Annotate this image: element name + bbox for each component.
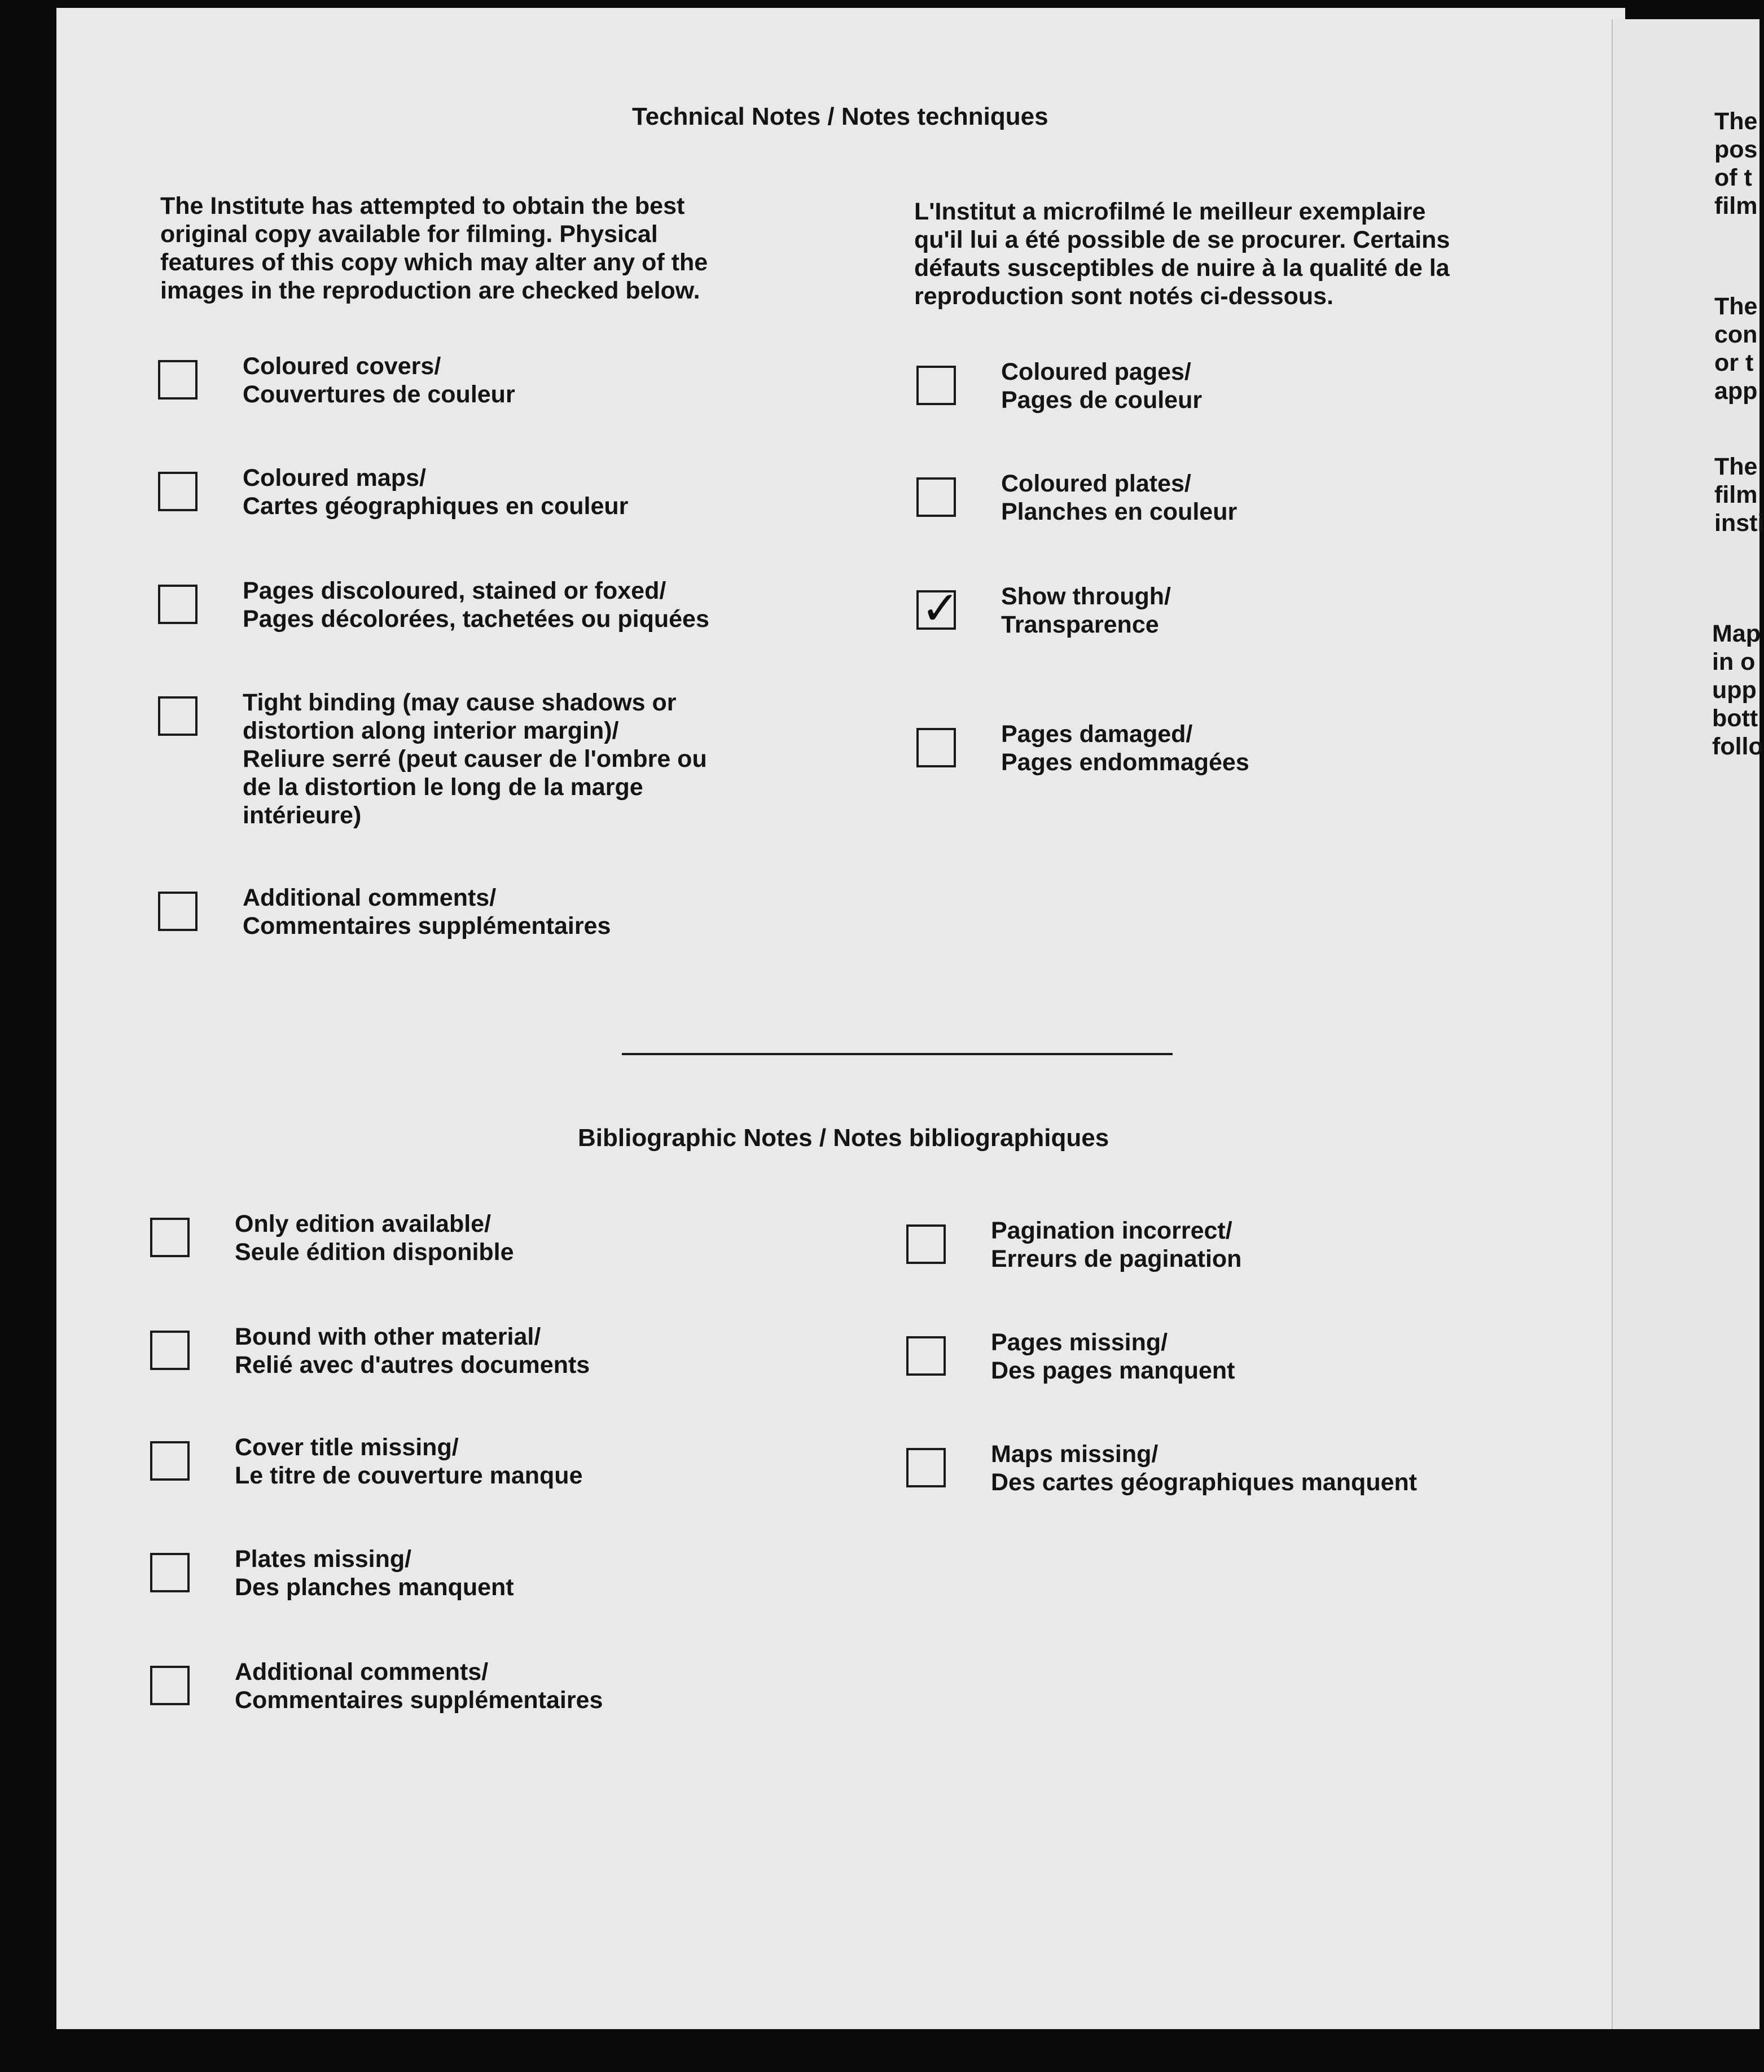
checklist-label-pages-discoloured-stained: Pages discoloured, stained or foxed/ Pages décolorées, tachetées ou piquées [243, 577, 709, 633]
technical-notes-title: Technical Notes / Notes techniques [632, 103, 1048, 130]
checklist-label-plates-missing: Plates missing/ Des planches manquent [235, 1546, 514, 1601]
checklist-label-coloured-maps: Coloured maps/ Cartes géographiques en couleur [243, 464, 629, 520]
checkbox-coloured-pages[interactable] [916, 366, 956, 405]
next-page-paragraph-4: Map in o upp bott follo [1712, 620, 1763, 760]
checkbox-additional-comments[interactable] [150, 1666, 190, 1705]
checklist-label-only-edition-available: Only edition available/ Seule édition disponible [235, 1210, 514, 1266]
checklist-label-show-through: Show through/ Transparence [1001, 583, 1171, 638]
next-page-paragraph-1: The pos of t film [1714, 108, 1758, 220]
bibliographic-notes-title: Bibliographic Notes / Notes bibliographiques [578, 1124, 1109, 1152]
technical-intro-en: The Institute has attempted to obtain the best original copy available for filming. Physical features of this copy which may alter any of the images in the reproduction are checked below. [160, 192, 708, 304]
checkbox-tight-binding-may[interactable] [158, 696, 198, 736]
technical-intro-fr: L'Institut a microfilmé le meilleur exemplaire qu'il lui a été possible de se procurer. Certains défauts susceptibles de nuire à la qualité de la reproduction sont notés ci-dessous. [914, 198, 1450, 310]
section-divider [622, 1053, 1173, 1055]
checkbox-only-edition-available[interactable] [150, 1218, 190, 1257]
checkbox-pages-damaged[interactable] [916, 728, 956, 767]
checkbox-cover-title-missing[interactable] [150, 1441, 190, 1481]
checkbox-bound-with-other[interactable] [150, 1331, 190, 1370]
checklist-label-coloured-pages: Coloured pages/ Pages de couleur [1001, 358, 1203, 414]
checklist-label-bound-with-other: Bound with other material/ Relié avec d'autres documents [235, 1323, 590, 1379]
checklist-label-coloured-covers: Coloured covers/ Couvertures de couleur [243, 353, 515, 408]
checklist-label-pagination-incorrect: Pagination incorrect/ Erreurs de pagination [991, 1217, 1242, 1272]
checkbox-coloured-plates[interactable] [916, 477, 956, 517]
checkbox-pages-discoloured-stained[interactable] [158, 585, 198, 624]
checkbox-coloured-covers[interactable] [158, 360, 198, 400]
next-page-paragraph-3: The film insti [1714, 453, 1764, 537]
checklist-label-pages-damaged: Pages damaged/ Pages endommagées [1001, 721, 1249, 776]
checkbox-pages-missing[interactable] [906, 1336, 946, 1376]
checkbox-plates-missing[interactable] [150, 1553, 190, 1592]
checkbox-show-through[interactable] [916, 582, 960, 635]
checklist-label-cover-title-missing: Cover title missing/ Le titre de couverture manque [235, 1434, 583, 1489]
next-page-paragraph-2: The con or t app [1714, 293, 1758, 405]
checkbox-additional-comments[interactable] [158, 892, 198, 931]
next-page-edge [1612, 19, 1764, 2029]
notes-page [56, 8, 1625, 2029]
checkbox-pagination-incorrect[interactable] [906, 1224, 946, 1264]
checklist-label-pages-missing: Pages missing/ Des pages manquent [991, 1329, 1235, 1384]
checklist-label-tight-binding-may: Tight binding (may cause shadows or distortion along interior margin)/ Reliure serré (peut causer de l'ombre ou de la distortion le long de la marge intérieure) [243, 689, 707, 829]
checklist-label-additional-comments: Additional comments/ Commentaires supplémentaires [243, 884, 611, 940]
checklist-label-additional-comments: Additional comments/ Commentaires supplémentaires [235, 1658, 603, 1714]
checkbox-coloured-maps[interactable] [158, 472, 198, 511]
checkbox-maps-missing[interactable] [906, 1448, 946, 1487]
checklist-label-coloured-plates: Coloured plates/ Planches en couleur [1001, 470, 1238, 525]
checkmark-icon: ✓ [921, 582, 960, 635]
checklist-label-maps-missing: Maps missing/ Des cartes géographiques manquent [991, 1441, 1418, 1496]
